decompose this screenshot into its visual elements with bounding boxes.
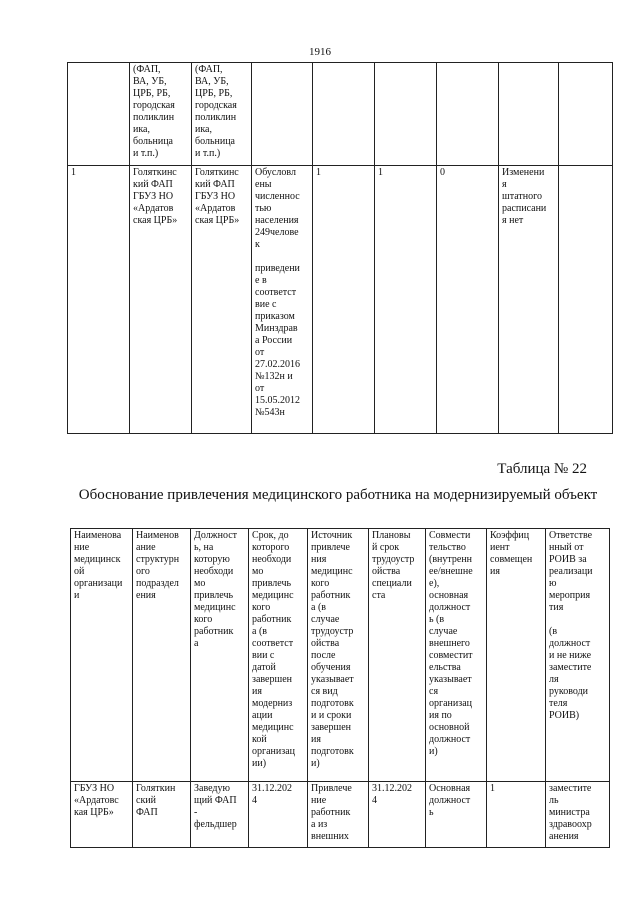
table-cell: (ФАП, ВА, УБ, ЦРБ, РБ, городская поликлин ика, больница и т.п.) [130,63,192,166]
column-header: Совмести тельство (внутренн ее/внешне е), основная должност ь (в случае внешнего совместит ельства указывает ся организац ия по основной должност и) [426,529,487,782]
table-cell: 1 [313,166,375,434]
table-row [71,782,610,848]
table-cell: 1 [375,166,437,434]
table-cell [559,166,613,434]
table-number-label: Таблица № 22 [497,461,587,477]
table-cell [499,63,559,166]
table-cell: заместите ль министра здравоохр анения [546,782,610,848]
table-cell: Основная должност ь [426,782,487,848]
table-cell [437,63,499,166]
table-cell: ГБУЗ НО «Ардатовс кая ЦРБ» [71,782,133,848]
table-cell: Голяткинс кий ФАП ГБУЗ НО «Ардатов ская ЦРБ» [192,166,252,434]
table-cell: (ФАП, ВА, УБ, ЦРБ, РБ, городская поликлин ика, больница и т.п.) [192,63,252,166]
page-number: 1916 [309,46,331,58]
column-header: Источник привлече ния медицинс кого работник а (в случае трудоустр ойства после обучения указывает ся вид подготовк и и сроки завершен ия подготовк и) [308,529,369,782]
table-cell: 1 [68,166,130,434]
table-cell: Голяткинс кий ФАП ГБУЗ НО «Ардатов ская ЦРБ» [130,166,192,434]
table-cell [252,63,313,166]
table-cell: 1 [487,782,546,848]
table-cell: Голяткин ский ФАП [133,782,191,848]
table-title: Обоснование привлечения медицинского работника на модернизируемый объект [78,487,598,503]
table-cell: 31.12.202 4 [369,782,426,848]
column-header: Срок, до которого необходи мо привлечь медицинс кого работник а (в соответст вии с датой завершен ия модерниз ации медицинс кой организац ии) [249,529,308,782]
column-header: Ответстве нный от РОИВ за реализаци ю мероприя тия (в должност и не ниже заместите ля руководи теля РОИВ) [546,529,610,782]
table-cell [313,63,375,166]
table-cell [68,63,130,166]
table-row [68,166,613,434]
table-row-header-continued [68,63,613,166]
column-header: Наименова ние медицинск ой организаци и [71,529,133,782]
justification-table [70,528,610,848]
table-cell [559,63,613,166]
column-header: Наименов ание структурн ого подраздел ения [133,529,191,782]
table-cell: Привлече ние работник а из внешних [308,782,369,848]
column-header: Коэффиц иент совмещен ия [487,529,546,782]
table-cell: 0 [437,166,499,434]
table-cell: Заведую щий ФАП - фельдшер [191,782,249,848]
table-cell: Изменени я штатного расписани я нет [499,166,559,434]
continued-table [67,62,613,434]
table-cell: 31.12.202 4 [249,782,308,848]
column-header: Плановы й срок трудоустр ойства специали ста [369,529,426,782]
column-header: Должност ь, на которую необходи мо привлечь медицинс кого работник а [191,529,249,782]
table-cell: Обусловл ены численнос тью населения 249челове к приведени е в соответст вие с приказом Минздрав а России от 27.02.2016 №132н и от 15.05.2012 №543н [252,166,313,434]
table-header-row [71,529,610,782]
table-cell [375,63,437,166]
